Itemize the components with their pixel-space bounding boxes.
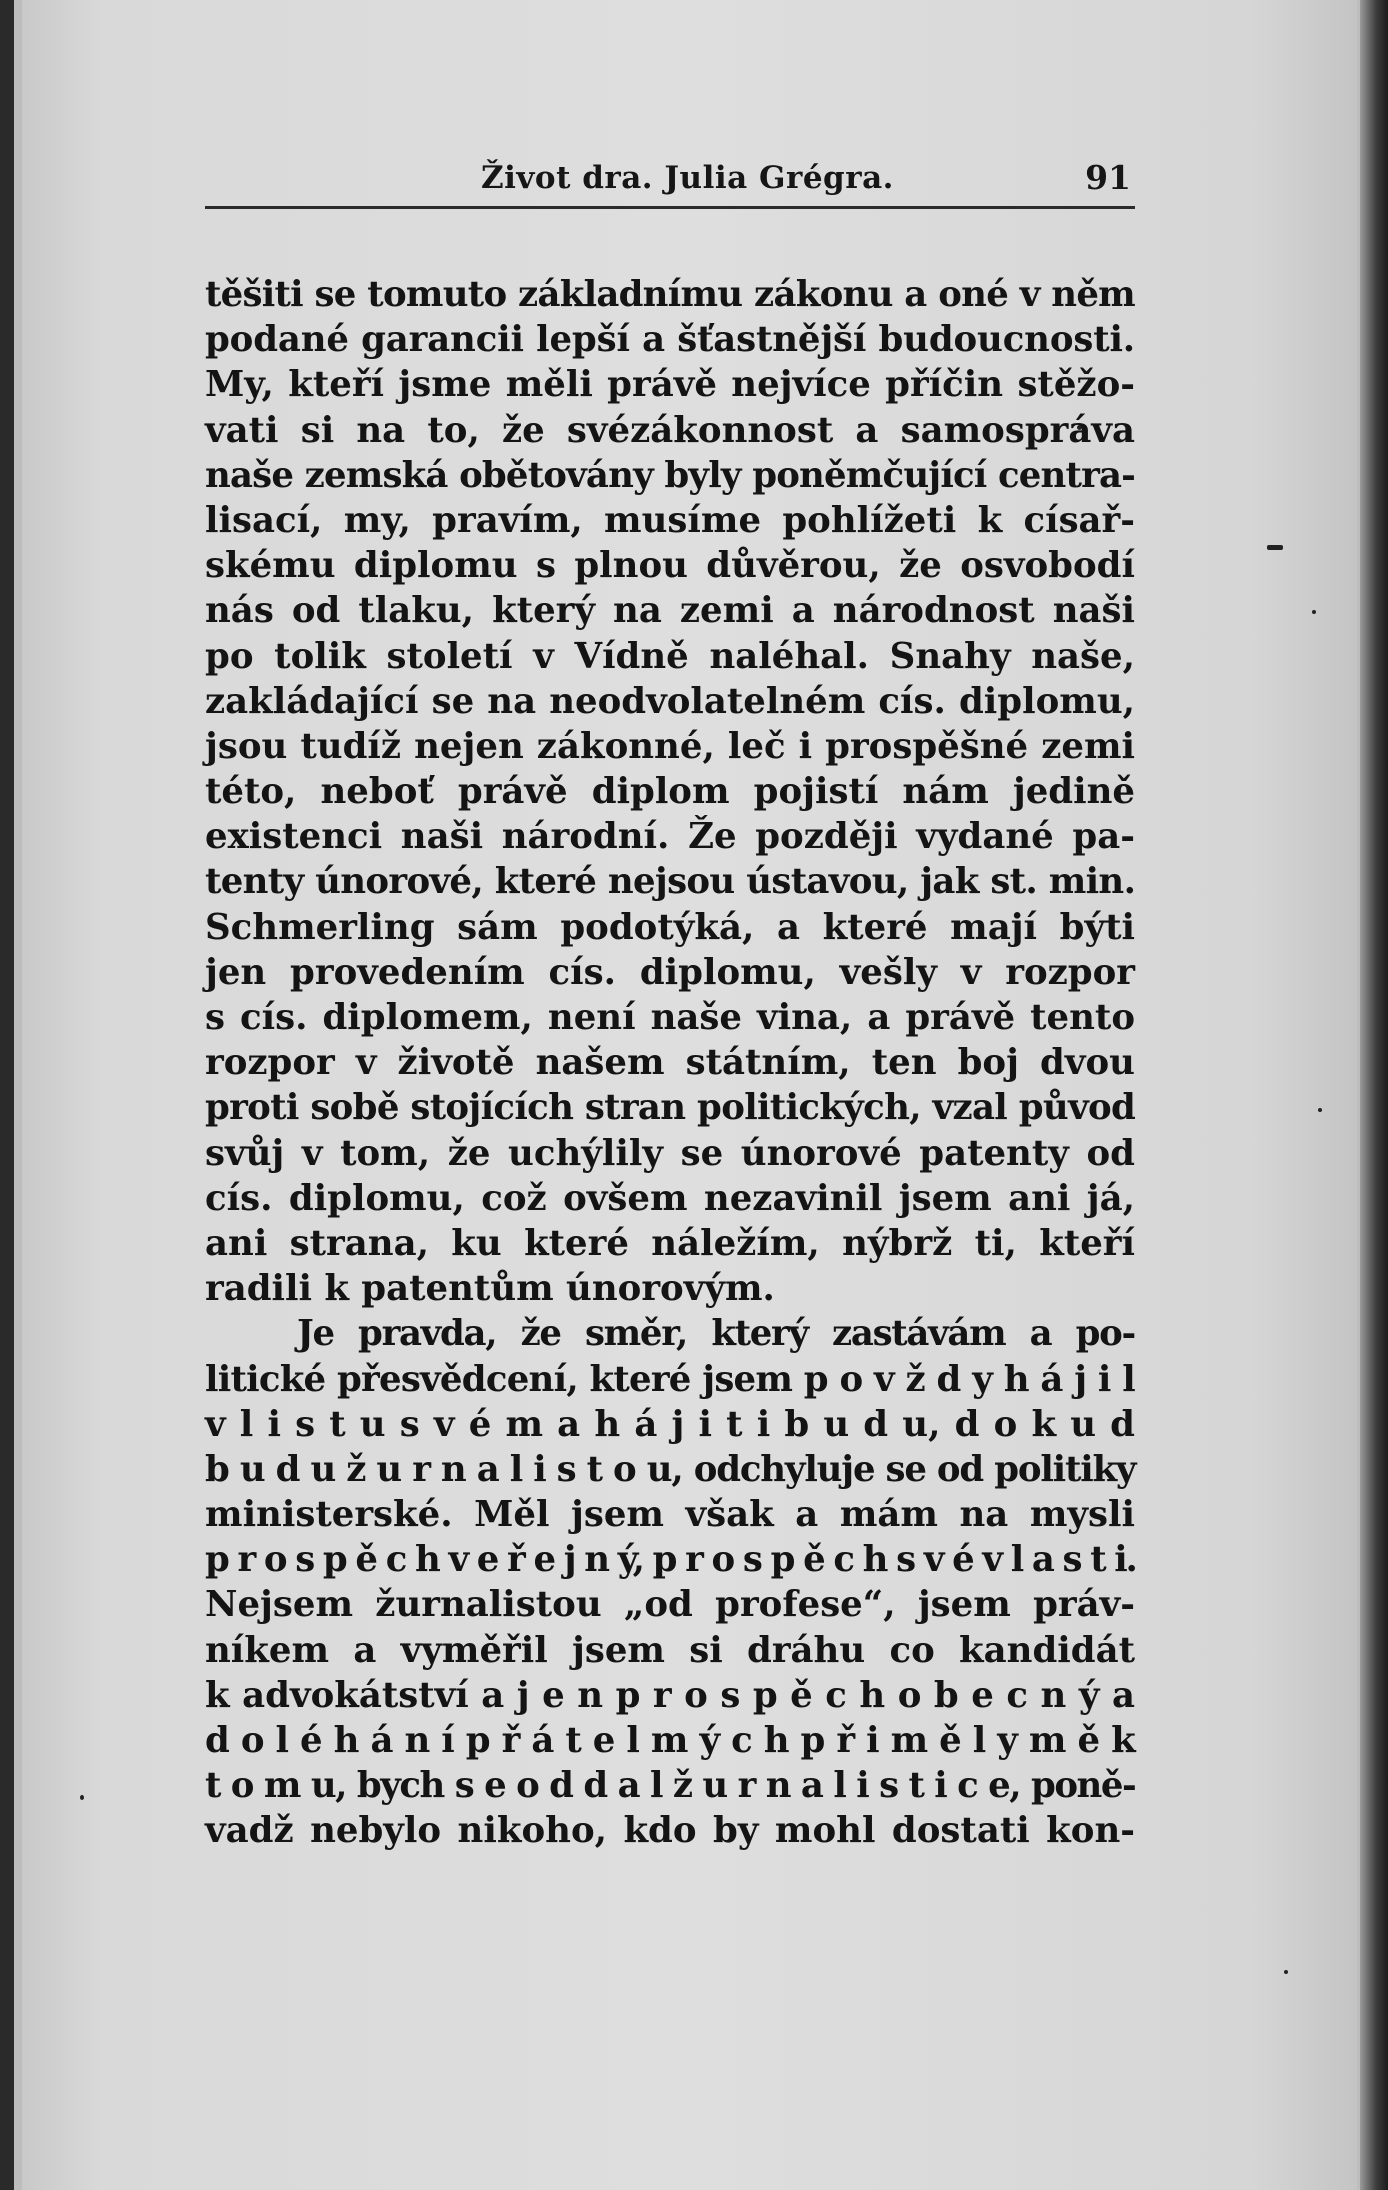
text-line: skému diplomu s plnou důvěrou, že osvobodí xyxy=(205,545,1135,587)
text-line: cís. diplomu, což ovšem nezavinil jsem ani já, xyxy=(205,1177,1135,1219)
text-line: zakládající se na neodvolatelném cís. diplomu, xyxy=(205,680,1135,722)
text-line: tenty únorové, které nejsou ústavou, jak st. min. xyxy=(205,861,1136,903)
text-line: ministerské. Měl jsem však a mám na mysli xyxy=(205,1494,1135,1536)
scan-left-border xyxy=(0,0,14,2190)
text-line: rozpor v životě našem státním, ten boj dvou xyxy=(205,1042,1135,1084)
text-line: jsou tudíž nejen zákonné, leč i prospěšné zemi xyxy=(205,725,1135,767)
body-text xyxy=(205,272,1135,1854)
text-line: této, neboť právě diplom pojistí nám jedině xyxy=(205,771,1135,813)
text-line: v l i s t u s v é m a h á j i t i b u d u, d o k u d xyxy=(205,1403,1135,1445)
text-line: jen provedením cís. diplomu, vešly v rozpor xyxy=(205,951,1135,993)
text-line: proti sobě stojících stran politických, vzal původ xyxy=(205,1087,1136,1129)
text-line: p r o s p ě c h v e ř e j n ý, p r o s p ě c h s v é v l a s t i. xyxy=(205,1539,1136,1581)
text-line: vadž nebylo nikoho, kdo by mohl dostati kon- xyxy=(205,1810,1135,1852)
text-line: po tolik století v Vídně naléhal. Snahy naše, xyxy=(205,635,1135,677)
text-line: Schmerling sám podotýká, a které mají býti xyxy=(205,906,1135,948)
text-line: těšiti se tomuto základnímu zákonu a oné v něm xyxy=(205,274,1135,315)
text-line: Je pravda, že směr, který zastávám a po- xyxy=(297,1313,1135,1355)
ink-speck xyxy=(1312,610,1316,614)
page-number: 91 xyxy=(1085,158,1131,197)
text-line: radili k patentům únorovým. xyxy=(205,1268,775,1310)
text-line: Nejsem žurnalistou „od profese“, jsem práv- xyxy=(205,1584,1135,1626)
text-line: ani strana, ku které náležím, nýbrž ti, kteří xyxy=(205,1222,1135,1264)
text-line: existenci naši národní. Že později vydané pa- xyxy=(205,816,1135,858)
text-line: naše zemská obětovány byly poněmčující centra- xyxy=(205,454,1136,496)
running-title: Život dra. Julia Grégra. xyxy=(481,160,894,196)
text-line: svůj v tom, že uchýlily se únorové patenty od xyxy=(205,1132,1135,1174)
ink-speck xyxy=(1284,1970,1288,1974)
page-header xyxy=(205,152,1135,209)
text-line: b u d u ž u r n a l i s t o u, odchyluje se od politiky xyxy=(205,1448,1136,1490)
text-line: litické přesvědcení, které jsem p o v ž d y h á j i l xyxy=(205,1358,1135,1400)
text-line: nás od tlaku, který na zemi a národnost naši xyxy=(205,590,1135,632)
text-line: vati si na to, že svézákonnost a samospráva xyxy=(205,409,1135,451)
scan-right-border xyxy=(1360,0,1388,2190)
text-line: níkem a vyměřil jsem si dráhu co kandidát xyxy=(205,1629,1135,1671)
text-line: lisací, my, pravím, musíme pohlížeti k císař- xyxy=(205,499,1135,541)
text-line: podané garancii lepší a šťastnější budoucnosti. xyxy=(205,319,1135,361)
text-line: My, kteří jsme měli právě nejvíce příčin stěžo- xyxy=(205,364,1135,406)
text-line: s cís. diplomem, není naše vina, a právě tento xyxy=(205,997,1135,1038)
text-line: d o l é h á n í p ř á t e l m ý c h p ř i m ě l y m ě k xyxy=(205,1720,1136,1761)
text-line: k advokátství a j e n p r o s p ě c h o b e c n ý a xyxy=(205,1674,1135,1716)
ink-speck xyxy=(1267,545,1283,550)
ink-speck xyxy=(80,1795,84,1800)
ink-speck xyxy=(1318,1108,1322,1112)
text-line: t o m u, bych s e o d d a l ž u r n a l i s t i c e, poně- xyxy=(205,1765,1136,1807)
